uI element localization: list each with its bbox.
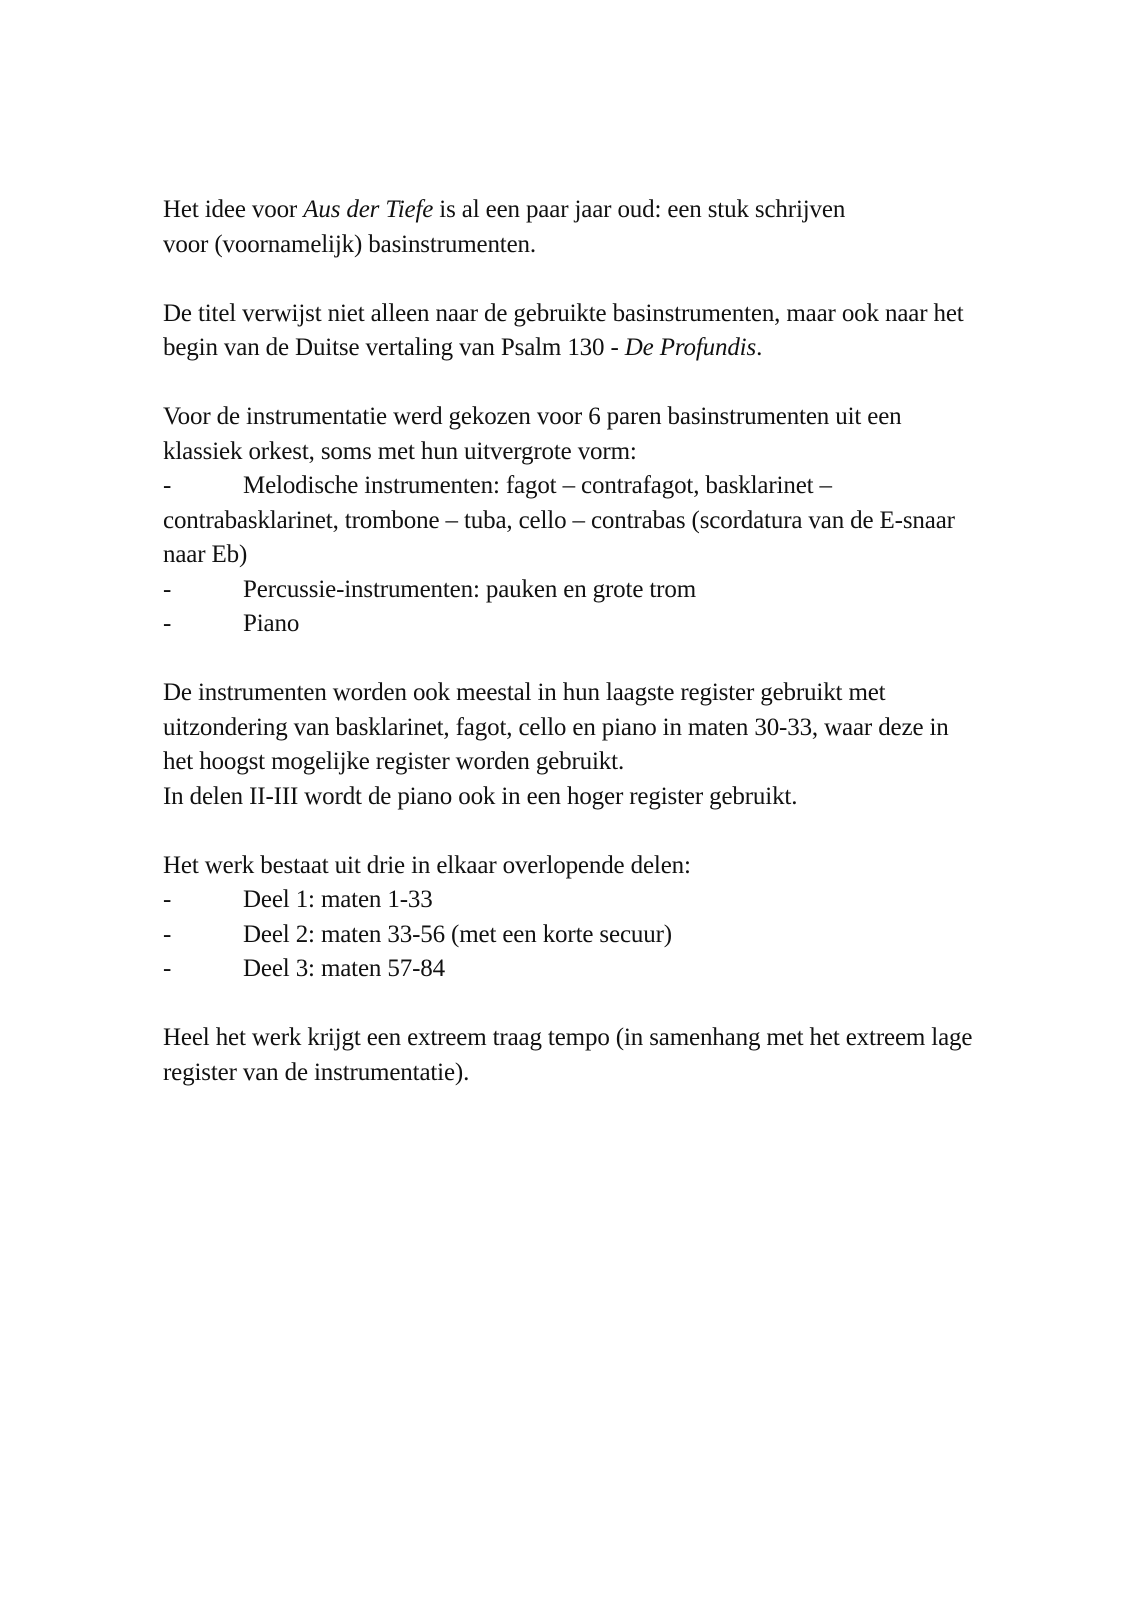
spacer	[163, 262, 983, 297]
title-text-end: .	[756, 334, 763, 361]
title-text: De titel verwijst niet alleen naar de gebruikte basinstrumenten, maar ook naar het begin van de Duitse vertaling van Psalm 130 -	[163, 299, 964, 361]
list-dash: -	[163, 610, 172, 637]
list-item-text: Piano	[243, 610, 300, 637]
list-item	[163, 918, 983, 953]
list-item-text: Percussie-instrumenten: pauken en grote trom	[243, 575, 696, 603]
intro-text-end: is al een paar jaar oud: een stuk schrijven voor (voornamelijk) basinstrumenten.	[163, 196, 846, 258]
list-item	[163, 952, 983, 987]
register-piano-text: In delen II-III wordt de piano ook in een hoger register gebruikt.	[163, 782, 798, 810]
paragraph-instrumentation	[163, 400, 978, 469]
spacer	[163, 814, 983, 849]
list-item-text: Deel 1: maten 1-33	[243, 886, 433, 913]
list-item	[163, 883, 983, 918]
list-item-text: Deel 3: maten 57-84	[243, 955, 445, 982]
intro-text: Het idee voor	[163, 196, 304, 223]
instrumentation-intro: Voor de instrumentatie werd gekozen voor 6 paren basinstrumenten uit een klassiek orkest, soms met hun uitvergrote vorm:	[163, 403, 902, 465]
list-dash: -	[163, 472, 172, 499]
paragraph-tempo	[163, 1021, 973, 1090]
register-text: De instrumenten worden ook meestal in hun laagste register gebruikt met uitzondering van basklarinet, fagot, cello en piano in maten 30-33, waar deze in het hoogst mogelijke register worden gebruikt.	[163, 679, 949, 775]
list-dash: -	[163, 575, 172, 603]
list-dash: -	[163, 886, 172, 913]
paragraph-intro	[163, 193, 883, 262]
list-item-text: Deel 2: maten 33-56 (met een korte secuur)	[243, 920, 672, 948]
spacer	[163, 642, 983, 677]
list-item-text: Melodische instrumenten: fagot – contrafagot, basklarinet – contrabasklarinet, trombone – tuba, cello – contrabas (scordatura van de E-snaar naar Eb)	[163, 472, 955, 568]
paragraph-register-piano	[163, 780, 983, 815]
paragraph-register	[163, 676, 978, 780]
tempo-text: Heel het werk krijgt een extreem traag tempo (in samenhang met het extreem lage register van de instrumentatie).	[163, 1024, 973, 1086]
list-item	[163, 469, 983, 573]
list-dash: -	[163, 955, 172, 982]
list-dash: -	[163, 920, 172, 948]
spacer	[163, 366, 983, 401]
document-page	[163, 193, 983, 1090]
psalm-title: De Profundis	[624, 334, 757, 361]
list-item	[163, 607, 983, 642]
list-item	[163, 573, 983, 608]
work-title: Aus der Tiefe	[303, 196, 434, 223]
paragraph-title	[163, 297, 978, 366]
structure-intro: Het werk bestaat uit drie in elkaar overlopende delen:	[163, 851, 691, 879]
spacer	[163, 987, 983, 1022]
paragraph-structure	[163, 849, 983, 884]
